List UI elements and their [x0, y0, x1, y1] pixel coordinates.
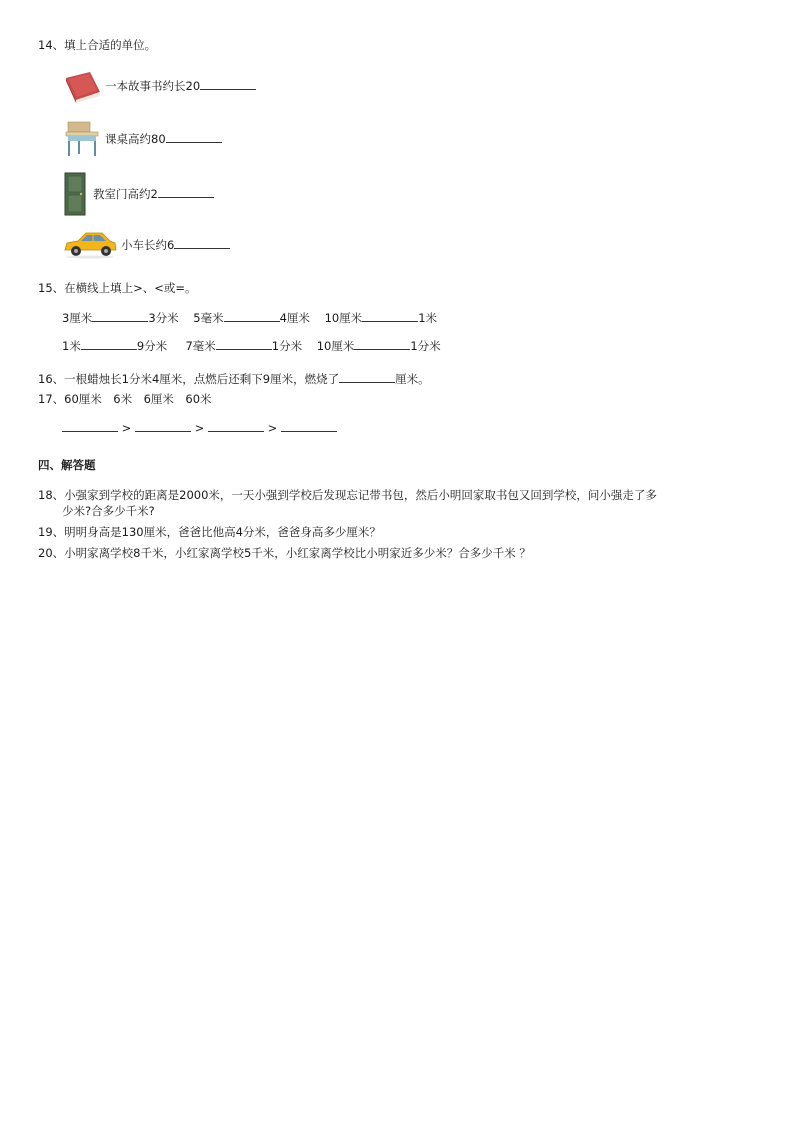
q19: 19、明明身高是130厘米，爸爸比他高4分米，爸爸身高多少厘米？: [38, 525, 381, 539]
door-icon: [64, 172, 86, 216]
q18-line-1: 18、小强家到学校的距离是2000米，一天小强到学校后发现忘记带书包，然后小明回家取书包又回到学校，问小强走了多: [38, 488, 657, 502]
q15-r1-a2: 5毫米: [193, 311, 224, 325]
q17-blank-3[interactable]: [208, 420, 264, 432]
q15-row-2: [62, 338, 441, 353]
q17-blank-4[interactable]: [281, 420, 337, 432]
q14-item-2-text: 课桌高约80: [105, 132, 166, 146]
q18-line-2: 少米?合多少千米?: [62, 504, 155, 518]
q17-sep-1: >: [121, 421, 132, 435]
q14-item-3-text: 教室门高约2: [93, 187, 158, 201]
q14-item-2-blank[interactable]: [166, 131, 222, 143]
q17-blank-1[interactable]: [62, 420, 118, 432]
q15-r1-a3: 10厘米: [324, 311, 363, 325]
q17-sep-2: >: [194, 421, 205, 435]
q15-r1-b1: 3分米: [148, 311, 179, 325]
q17-answer-row: [62, 420, 337, 435]
q16-unit: 厘米。: [395, 372, 430, 386]
q15-r2-blank-3[interactable]: [354, 338, 410, 350]
q15-r1-b3: 1米: [418, 311, 438, 325]
q14-item-4-blank[interactable]: [174, 237, 230, 249]
q15-r2-b3: 1分米: [410, 339, 441, 353]
q14-item-1-blank[interactable]: [200, 78, 256, 90]
q17-title: 17、60厘米 6米 6厘米 60米: [38, 392, 212, 406]
q15-r1-blank-2[interactable]: [224, 310, 280, 322]
q15-r2-a1: 1米: [62, 339, 81, 353]
q15-r2-b2: 1分米: [271, 339, 303, 353]
q16-text: 16、一根蜡烛长1分米4厘米，点燃后还剩下9厘米，燃烧了: [38, 372, 340, 386]
q14-item-4: [121, 237, 230, 252]
q15-row-1: [62, 310, 437, 325]
q15-r2-blank-2[interactable]: [216, 338, 272, 350]
q15-r1-a1: 3厘米: [62, 311, 93, 325]
q14-item-3: [93, 186, 214, 201]
q14-item-3-blank[interactable]: [158, 186, 214, 198]
q14-item-1: [105, 78, 256, 93]
q15-r2-a2: 7毫米: [185, 339, 216, 353]
car-icon: [62, 228, 118, 260]
q16-blank[interactable]: [339, 371, 395, 383]
q17-blank-2[interactable]: [135, 420, 191, 432]
q15-r1-blank-1[interactable]: [92, 310, 148, 322]
q14-item-4-text: 小车长约6: [121, 238, 175, 252]
q15-r1-b2: 4厘米: [279, 311, 310, 325]
q17-sep-3: >: [267, 421, 278, 435]
q15-r1-blank-3[interactable]: [362, 310, 418, 322]
q15-title: 15、在横线上填上>、<或=。: [38, 281, 197, 295]
q20: 20、小明家离学校8千米，小红家离学校5千米，小红家离学校比小明家近多少米？合多少千米 ？: [38, 546, 531, 560]
q16: [38, 371, 430, 386]
book-icon: [64, 70, 102, 104]
section-heading: 四、解答题: [38, 458, 96, 472]
q14-item-2: [105, 131, 222, 146]
q15-r2-blank-1[interactable]: [81, 338, 137, 350]
q14-title: 14、填上合适的单位。: [38, 38, 157, 52]
q15-r2-b1: 9分米: [136, 339, 168, 353]
desk-icon: [64, 120, 100, 158]
q15-r2-a3: 10厘米: [316, 339, 355, 353]
q14-item-1-text: 一本故事书约长20: [105, 79, 201, 93]
